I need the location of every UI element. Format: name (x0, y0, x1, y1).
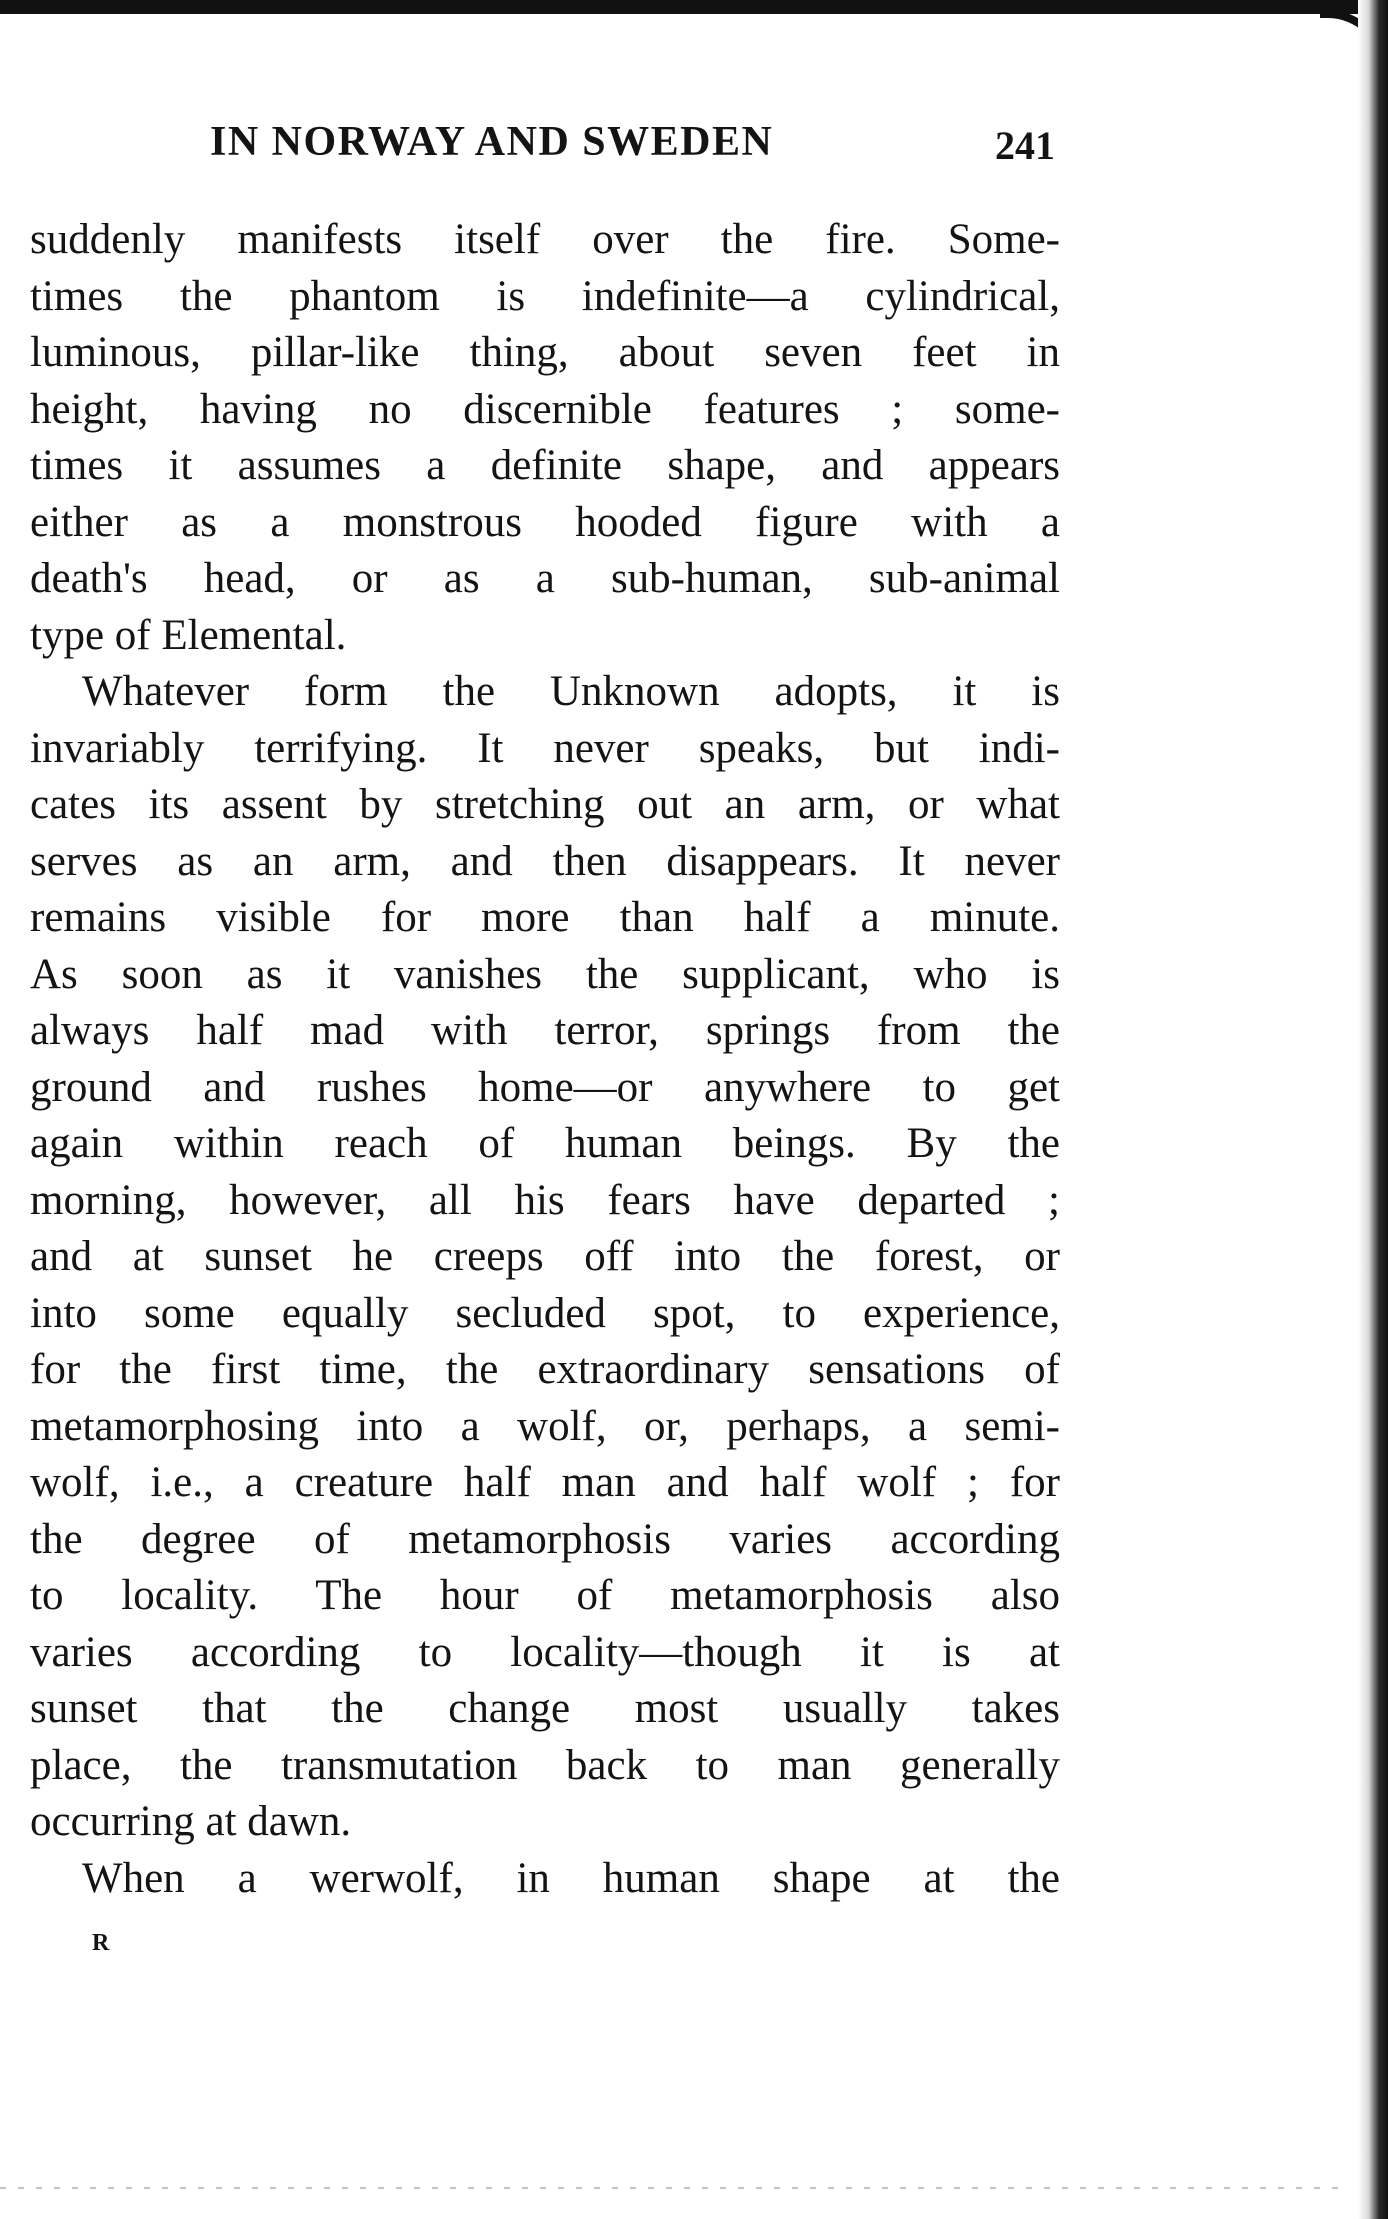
text-line: sunset that the change most usually takes (30, 1685, 1060, 1732)
page-number: 241 (995, 123, 1055, 168)
scan-right-border (1358, 0, 1388, 2219)
text-line: to locality. The hour of metamorphosis also (30, 1572, 1060, 1619)
text-line: either as a monstrous hooded figure with a (30, 498, 1060, 546)
text-line: for the first time, the extraordinary sensations of (30, 1346, 1060, 1393)
text-line: times the phantom is indefinite—a cylindrical, (30, 272, 1060, 320)
signature-mark: R (92, 1930, 110, 1956)
text-line: cates its assent by stretching out an arm, or what (30, 781, 1060, 828)
text-line: metamorphosing into a wolf, or, perhaps, a semi- (30, 1402, 1060, 1450)
text-line: death's head, or as a sub-human, sub-animal (30, 555, 1060, 602)
text-line: ground and rushes home—or anywhere to get (30, 1063, 1060, 1111)
text-line: morning, however, all his fears have departed ; (30, 1176, 1060, 1224)
text-line: As soon as it vanishes the supplicant, who is (30, 950, 1060, 998)
running-head-title: IN NORWAY AND SWEDEN (210, 119, 774, 165)
text-line: again within reach of human beings. By the (30, 1120, 1060, 1167)
text-line: occurring at dawn. (30, 1798, 352, 1845)
text-line: times it assumes a definite shape, and appears (30, 442, 1060, 489)
text-line: and at sunset he creeps off into the forest, or (30, 1233, 1060, 1280)
text-line: height, having no discernible features ; some- (30, 385, 1060, 433)
text-line: the degree of metamorphosis varies according (30, 1515, 1060, 1563)
text-line: wolf, i.e., a creature half man and half wolf ; for (30, 1459, 1060, 1506)
text-line: into some equally secluded spot, to experience, (30, 1289, 1060, 1337)
paragraph-start-line: Whatever form the Unknown adopts, it is (82, 668, 1060, 715)
running-head (0, 118, 1070, 178)
scan-top-border (0, 0, 1388, 14)
body-text (30, 212, 1060, 1907)
text-line: serves as an arm, and then disappears. It never (30, 837, 1060, 885)
text-line: type of Elemental. (30, 611, 347, 659)
text-line: varies according to locality—though it is at (30, 1628, 1060, 1676)
text-line: invariably terrifying. It never speaks, but indi- (30, 724, 1060, 772)
text-line: suddenly manifests itself over the fire. Some- (30, 216, 1060, 263)
text-line: always half mad with terror, springs from the (30, 1007, 1060, 1054)
paragraph-start-line: When a werwolf, in human shape at the (82, 1854, 1060, 1902)
text-line: luminous, pillar-like thing, about seven feet in (30, 329, 1060, 376)
text-line: remains visible for more than half a minute. (30, 894, 1060, 941)
scan-bottom-noise (0, 2187, 1340, 2189)
text-line: place, the transmutation back to man generally (30, 1741, 1060, 1789)
